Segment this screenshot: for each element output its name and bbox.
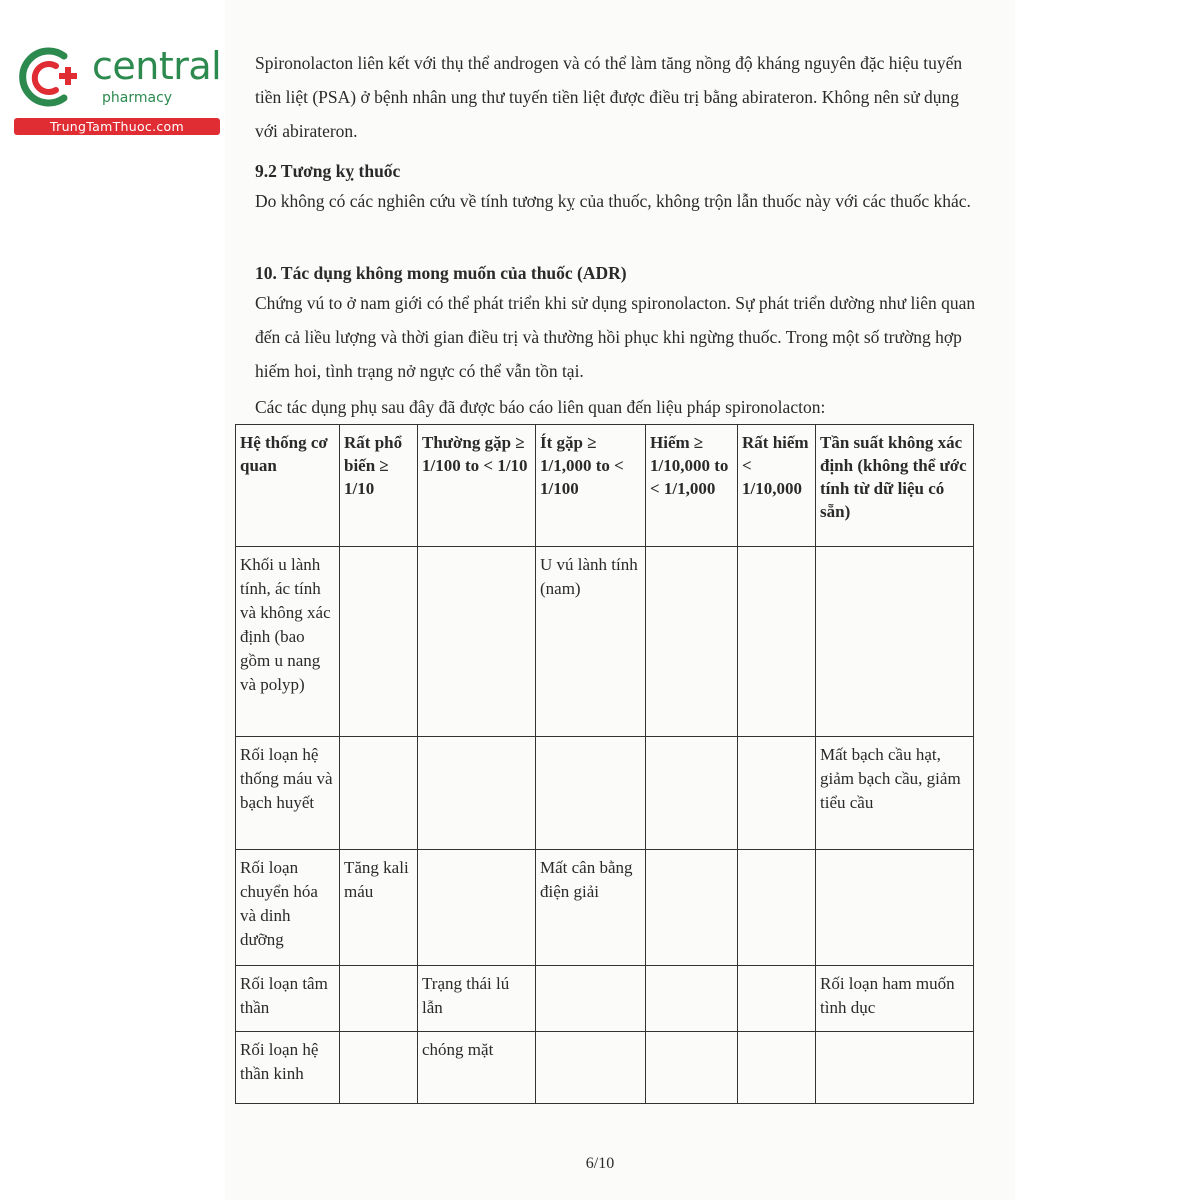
table-cell: Rối loạn chuyển hóa và dinh dưỡng [236, 850, 340, 966]
heading-10: 10. Tác dụng không mong muốn của thuốc (ADR) [255, 263, 627, 283]
central-pharmacy-logo[interactable] [12, 40, 222, 140]
table-cell [646, 850, 738, 966]
header-very-rare: Rất hiếm < 1/10,000 [738, 425, 816, 547]
table-row [236, 737, 974, 850]
table-cell [646, 966, 738, 1032]
table-row [236, 1032, 974, 1104]
table-cell: Rối loạn ham muốn tình dục [816, 966, 974, 1032]
header-rare: Hiếm ≥ 1/10,000 to < 1/1,000 [646, 425, 738, 547]
table-cell: chóng mặt [418, 1032, 536, 1104]
adr-table [235, 424, 974, 1104]
table-cell [738, 737, 816, 850]
table-cell: Tăng kali máu [340, 850, 418, 966]
table-cell [340, 1032, 418, 1104]
table-cell [418, 737, 536, 850]
table-row [236, 966, 974, 1032]
paragraph-incompatibility: Do không có các nghiên cứu về tính tương kỵ của thuốc, không trộn lẫn thuốc này với các thuốc khác. [255, 191, 971, 211]
logo-name: central [92, 44, 222, 88]
table-cell [418, 547, 536, 737]
header-common: Thường gặp ≥ 1/100 to < 1/10 [418, 425, 536, 547]
table-header-row [236, 425, 974, 547]
heading-9-2: 9.2 Tương kỵ thuốc [255, 161, 401, 181]
table-cell [536, 1032, 646, 1104]
header-very-common: Rất phổ biến ≥ 1/10 [340, 425, 418, 547]
logo-mark-icon [12, 40, 92, 116]
logo-subtitle: pharmacy [102, 90, 173, 106]
table-cell [646, 1032, 738, 1104]
paragraph-gynecomastia: Chứng vú to ở nam giới có thể phát triển khi sử dụng spironolacton. Sự phát triển dường như liên quan đến cả liều lượng và thời gian điều trị và thường hồi phục khi ngừng thuốc. Trong một số trường hợp hiếm hoi, tình trạng nở ngực có thể vẫn tồn tại. [255, 293, 976, 381]
header-uncommon: Ít gặp ≥ 1/1,000 to < 1/100 [536, 425, 646, 547]
table-cell [536, 966, 646, 1032]
table-cell [738, 850, 816, 966]
table-cell [816, 1032, 974, 1104]
table-cell [738, 1032, 816, 1104]
page-number: 6/10 [585, 1155, 615, 1172]
table-cell: Rối loạn hệ thần kinh [236, 1032, 340, 1104]
table-cell [646, 737, 738, 850]
table-cell [816, 547, 974, 737]
paragraph-side-effects-intro: Các tác dụng phụ sau đây đã được báo cáo liên quan đến liệu pháp spironolacton: [255, 397, 826, 417]
table-row [236, 850, 974, 966]
table-cell [418, 850, 536, 966]
paragraph-psa: Spironolacton liên kết với thụ thể androgen và có thể làm tăng nồng độ kháng nguyên đặc hiệu tuyến tiền liệt (PSA) ở bệnh nhân ung thư tuyến tiền liệt được điều trị bằng abirateron. Không nên sử dụng với abirateron. [255, 53, 963, 141]
table-cell: Mất bạch cầu hạt, giảm bạch cầu, giảm tiểu cầu [816, 737, 974, 850]
table-cell [738, 966, 816, 1032]
table-cell: Rối loạn tâm thần [236, 966, 340, 1032]
table-cell [738, 547, 816, 737]
table-cell [340, 737, 418, 850]
table-cell: Trạng thái lú lẫn [418, 966, 536, 1032]
table-cell [340, 966, 418, 1032]
table-cell [536, 737, 646, 850]
table-row [236, 547, 974, 737]
logo-site-banner: TrungTamThuoc.com [14, 118, 220, 135]
table-cell: Khối u lành tính, ác tính và không xác định (bao gồm u nang và polyp) [236, 547, 340, 737]
table-cell: U vú lành tính (nam) [536, 547, 646, 737]
header-organ-system: Hệ thống cơ quan [236, 425, 340, 547]
table-cell [816, 850, 974, 966]
header-unknown-frequency: Tần suất không xác định (không thể ước tính từ dữ liệu có sẵn) [816, 425, 974, 547]
table-cell [646, 547, 738, 737]
table-cell: Mất cân bằng điện giải [536, 850, 646, 966]
table-cell [340, 547, 418, 737]
table-cell: Rối loạn hệ thống máu và bạch huyết [236, 737, 340, 850]
